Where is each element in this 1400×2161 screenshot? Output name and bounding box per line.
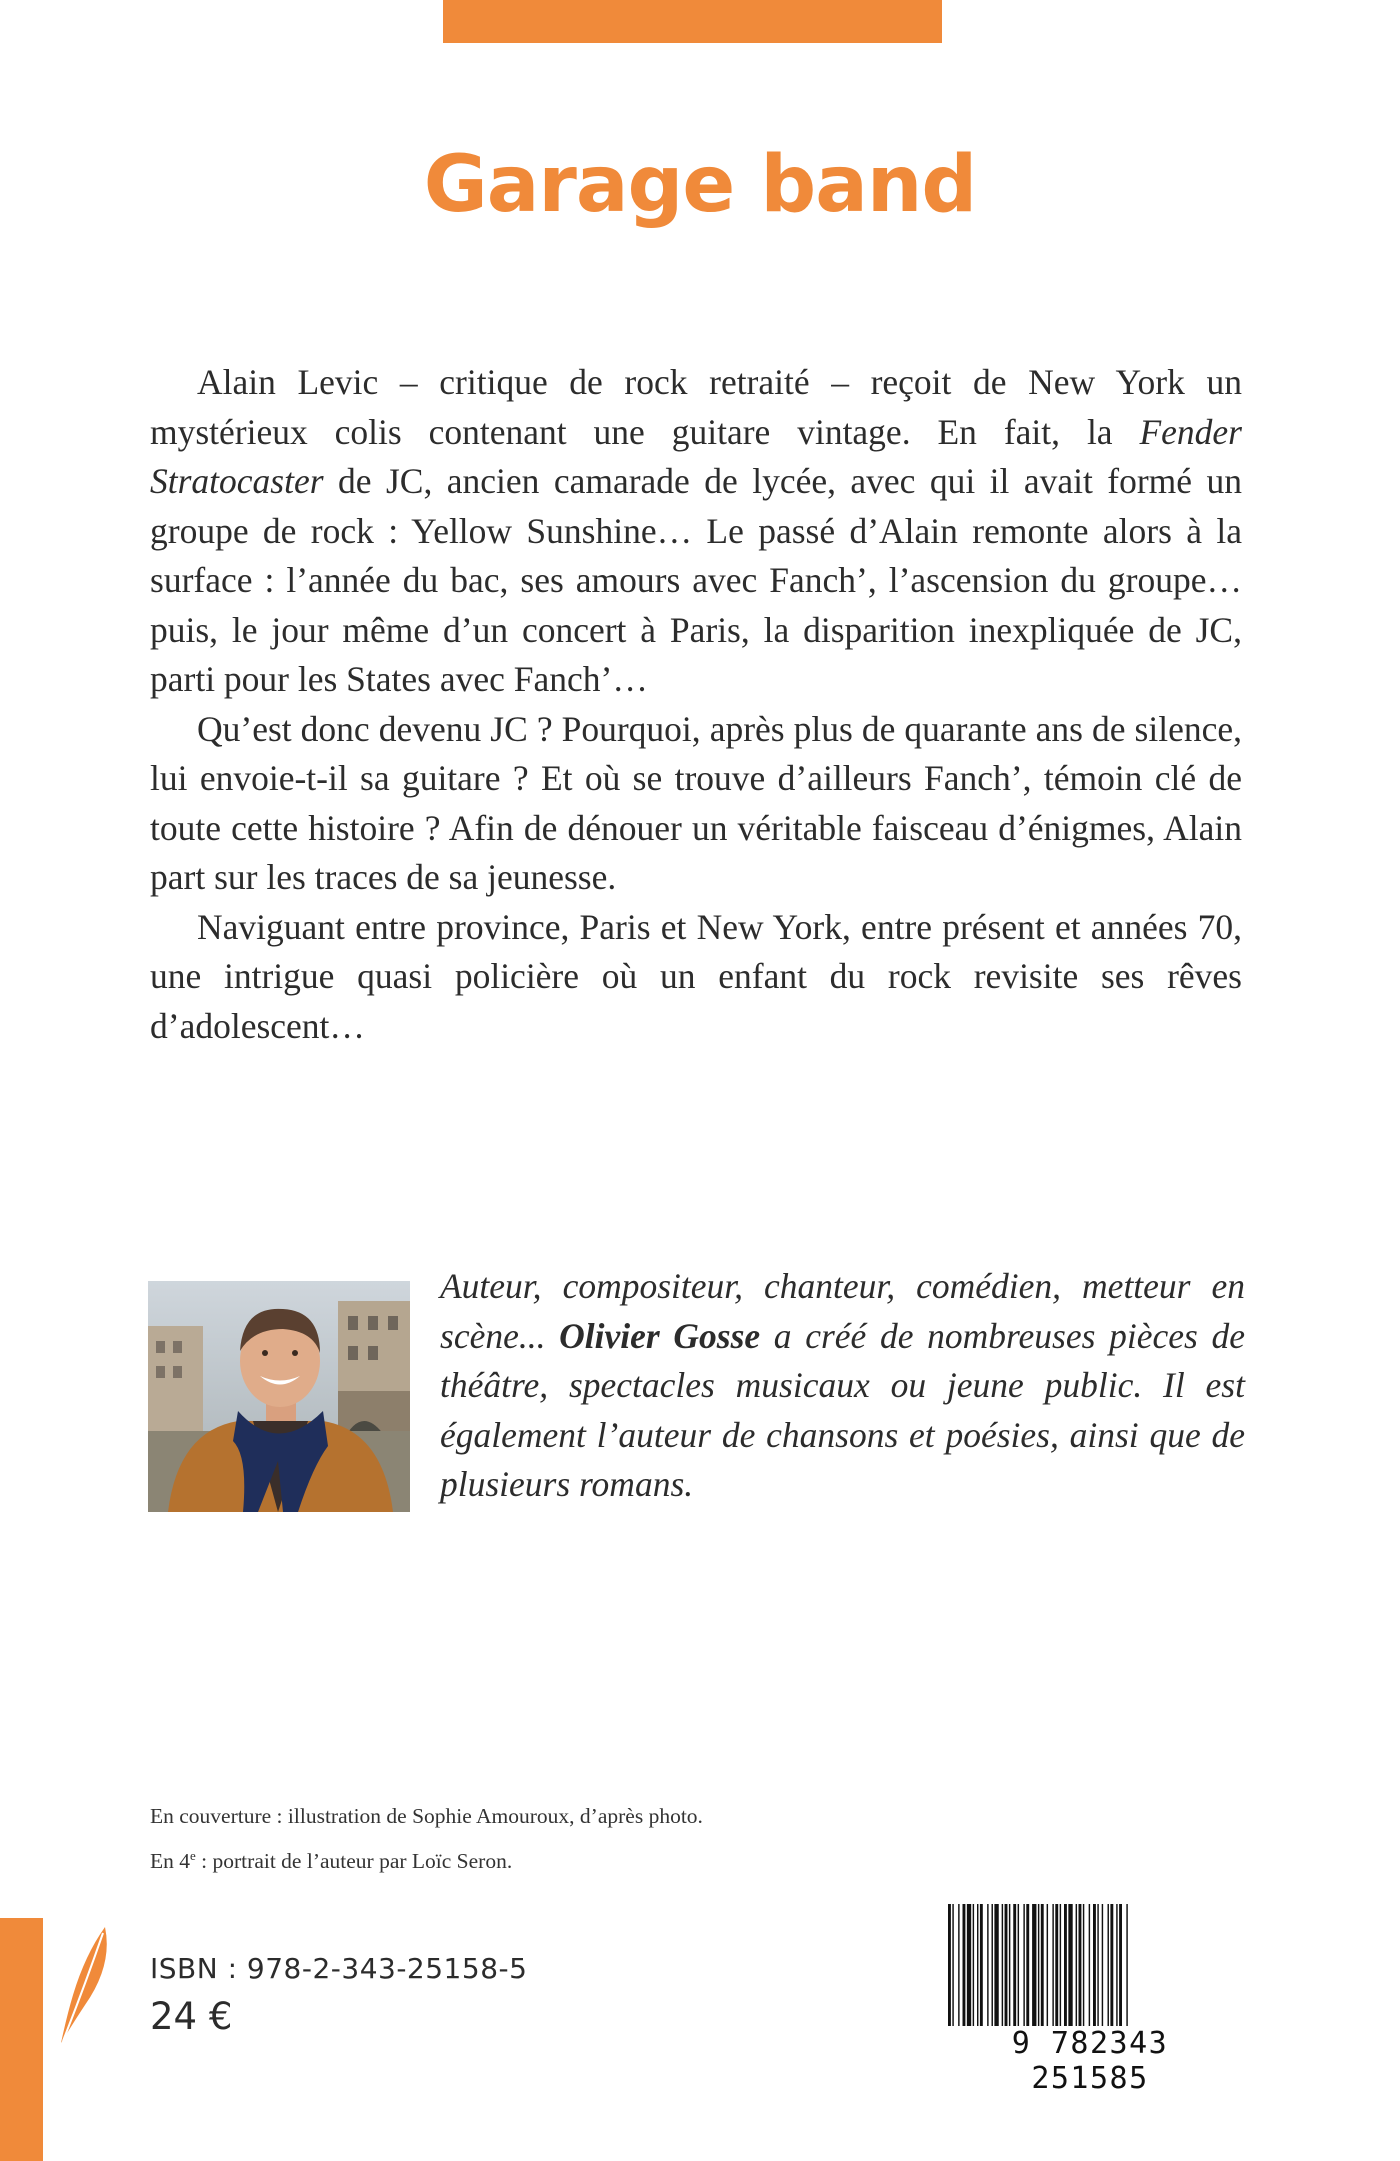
cover-credit: En couverture : illustration de Sophie Amouroux, d’après photo.: [150, 1804, 703, 1828]
guitar-model: Fender Stratocaster: [150, 411, 1242, 501]
blurb-paragraph-1: Alain Levic – critique de rock retraité – reçoit de New York un mystérieux colis contenant une guitare vintage. En fait, la Fender Stratocaster de JC, ancien camarade de lycée, avec qui il avait formé un groupe de rock : Yellow Sunshine… Le passé d’Alain remonte alors à la surface : l’année du bac, ses amours avec Fanch’, l’ascension du groupe… puis, le jour même d’un concert à Paris, la disparition inexpliquée de JC, parti pour les States avec Fanch’…: [150, 362, 1242, 699]
author-bio: Auteur, compositeur, chanteur, comédien, metteur en scène... Olivier Gosse a créé de nombreuses pièces de théâtre, spectacles musicaux ou jeune public. Il est également l’auteur de chansons et poésies, ainsi que de plusieurs romans.: [440, 1266, 1245, 1504]
feather-logo-icon: [55, 1925, 115, 2045]
author-name: Olivier Gosse: [559, 1315, 761, 1356]
top-accent-band: [443, 0, 942, 43]
back-cover-blurb: [150, 358, 1242, 1051]
image-credits: [150, 1796, 703, 1881]
isbn-number: ISBN : 978-2-343-25158-5: [150, 1952, 528, 1985]
author-portrait-photo: [148, 1281, 410, 1512]
blurb-paragraph-3: Naviguant entre province, Paris et New York, entre présent et années 70, une intrigue quasi policière où un enfant du rock revisite ses rêves d’adolescent…: [150, 906, 1242, 1046]
book-title: Garage band: [423, 140, 977, 230]
barcode-digits: 9 782343 251585: [944, 2026, 1236, 2096]
price: 24 €: [150, 1995, 233, 2038]
portrait-credit: En 4e : portrait de l’auteur par Loïc Seron.: [150, 1848, 513, 1874]
blurb-paragraph-2: Qu’est donc devenu JC ? Pourquoi, après plus de quarante ans de silence, lui envoie-t-il sa guitare ? Et où se trouve d’ailleurs Fanch’, témoin clé de toute cette histoire ? Afin de dénouer un véritable faisceau d’énigmes, Alain part sur les traces de sa jeunesse.: [150, 708, 1242, 897]
author-portrait-illustration: [148, 1281, 410, 1512]
left-accent-band: [0, 1918, 43, 2161]
